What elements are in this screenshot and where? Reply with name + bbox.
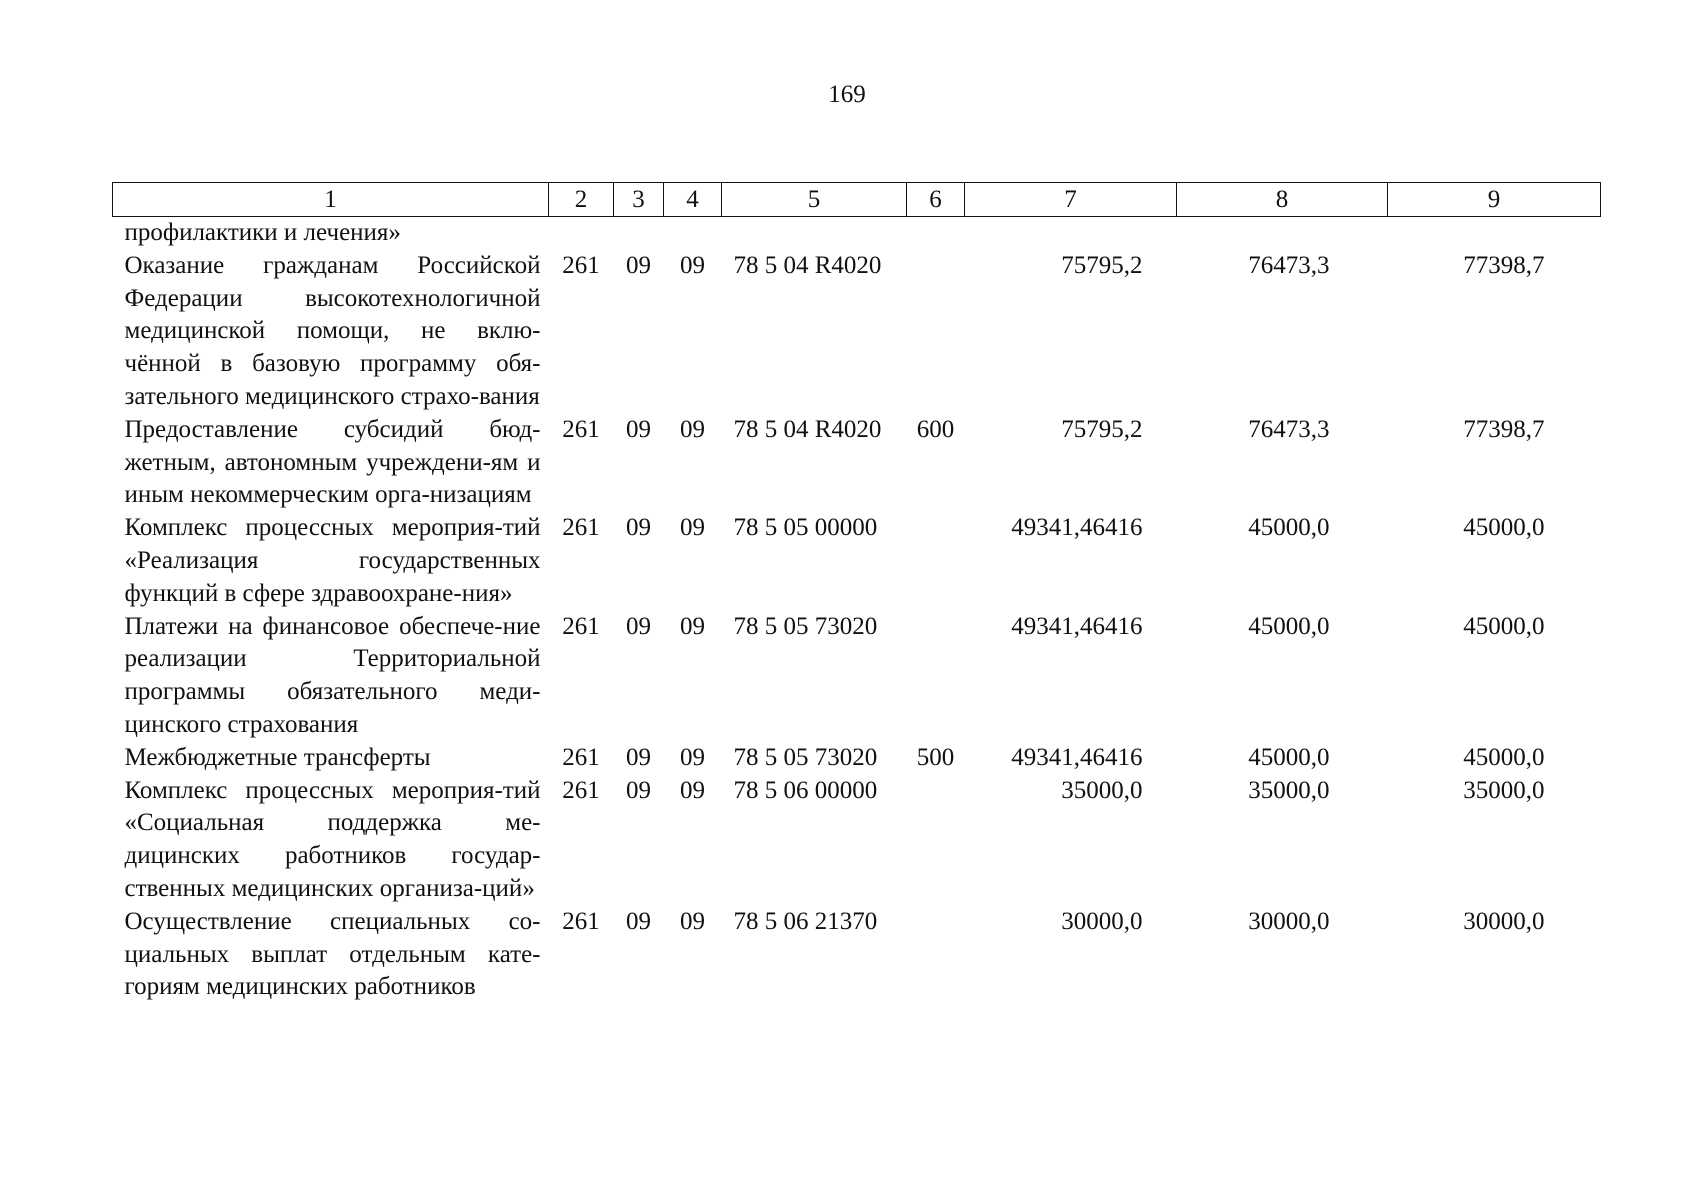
cell-col-3: 09 bbox=[626, 612, 651, 640]
cell-col-3: 09 bbox=[626, 415, 651, 443]
table-header bbox=[113, 183, 1601, 217]
row-name: Предоставление субсидий бюд-жетным, автономным учреждени-ям и иным некоммерческим орга-низациям bbox=[124, 415, 541, 509]
row-name: Осуществление специальных со-циальных выплат отдельным кате-гориям медицинских работников bbox=[124, 907, 541, 1001]
column-header-1: 1 bbox=[113, 183, 549, 217]
cell-col-8: 45000,0 bbox=[1248, 743, 1330, 771]
cell-col-8: 76473,3 bbox=[1248, 251, 1330, 279]
cell-col-9: 30000,0 bbox=[1463, 907, 1545, 935]
cell-col-8: 35000,0 bbox=[1248, 776, 1330, 804]
cell-col-5: 78 5 05 73020 bbox=[733, 612, 878, 640]
table-row bbox=[113, 906, 1601, 1004]
cell-col-5: 78 5 06 00000 bbox=[733, 776, 878, 804]
column-header-9: 9 bbox=[1388, 183, 1601, 217]
column-header-2: 2 bbox=[549, 183, 614, 217]
row-name: Оказание гражданам Российской Федерации высокотехнологичной медицинской помощи, не вклю-чённой в базовую программу обя-зательного медицинского страхо-вания bbox=[124, 251, 541, 410]
cell-col-7: 49341,46416 bbox=[1011, 514, 1143, 542]
row-name: Комплекс процессных мероприя-тий «Реализация государственных функций в сфере здравоохране-ния» bbox=[124, 514, 541, 607]
column-header-3: 3 bbox=[614, 183, 664, 217]
cell-col-8: 30000,0 bbox=[1248, 907, 1330, 935]
row-name: профилактики и лечения» bbox=[124, 219, 401, 246]
cell-col-2: 261 bbox=[562, 612, 600, 640]
cell-col-4: 09 bbox=[680, 415, 705, 443]
cell-col-4: 09 bbox=[680, 514, 705, 542]
table-row bbox=[113, 217, 1601, 250]
budget-table-container bbox=[112, 182, 1600, 1004]
cell-col-6 bbox=[907, 611, 965, 742]
cell-col-5: 78 5 05 00000 bbox=[733, 514, 878, 542]
cell-col-4: 09 bbox=[680, 743, 705, 771]
cell-col-2: 261 bbox=[562, 251, 600, 279]
cell-col-3 bbox=[614, 217, 664, 250]
cell-col-2: 261 bbox=[562, 514, 600, 542]
cell-col-8: 45000,0 bbox=[1248, 514, 1330, 542]
cell-col-7: 49341,46416 bbox=[1011, 743, 1143, 771]
cell-col-7: 30000,0 bbox=[1061, 907, 1143, 935]
cell-col-6 bbox=[907, 217, 965, 250]
cell-col-8: 45000,0 bbox=[1248, 612, 1330, 640]
cell-col-9 bbox=[1388, 217, 1601, 250]
cell-col-7: 75795,2 bbox=[1061, 251, 1143, 279]
cell-col-5: 78 5 06 21370 bbox=[733, 907, 878, 935]
cell-col-2: 261 bbox=[562, 776, 600, 804]
cell-col-6: 600 bbox=[916, 415, 955, 443]
cell-col-3: 09 bbox=[626, 251, 651, 279]
cell-col-6: 500 bbox=[916, 743, 955, 771]
column-header-5: 5 bbox=[722, 183, 907, 217]
column-header-6: 6 bbox=[907, 183, 965, 217]
column-header-4: 4 bbox=[664, 183, 722, 217]
cell-col-9: 35000,0 bbox=[1463, 776, 1545, 804]
cell-col-9: 77398,7 bbox=[1463, 415, 1545, 443]
cell-col-4 bbox=[664, 217, 722, 250]
cell-col-2 bbox=[549, 217, 614, 250]
cell-col-3: 09 bbox=[626, 743, 651, 771]
cell-col-3: 09 bbox=[626, 514, 651, 542]
cell-col-4: 09 bbox=[680, 776, 705, 804]
table-row bbox=[113, 775, 1601, 906]
cell-col-7: 75795,2 bbox=[1061, 415, 1143, 443]
cell-col-9: 77398,7 bbox=[1463, 251, 1545, 279]
row-name: Платежи на финансовое обеспече-ние реализации Территориальной программы обязательного меди-цинского страхования bbox=[124, 612, 541, 738]
cell-col-7 bbox=[965, 217, 1177, 250]
table-row bbox=[113, 414, 1601, 512]
cell-col-6 bbox=[907, 512, 965, 610]
cell-col-2: 261 bbox=[562, 907, 600, 935]
cell-col-3: 09 bbox=[626, 907, 651, 935]
cell-col-2: 261 bbox=[562, 743, 600, 771]
cell-col-5: 78 5 04 R4020 bbox=[733, 415, 882, 443]
cell-col-8 bbox=[1177, 217, 1388, 250]
row-name: Комплекс процессных мероприя-тий «Социальная поддержка ме-дицинских работников государ-ственных медицинских организа-ций» bbox=[124, 776, 541, 902]
table-row bbox=[113, 250, 1601, 414]
cell-col-7: 35000,0 bbox=[1061, 776, 1143, 804]
cell-col-5: 78 5 05 73020 bbox=[733, 743, 878, 771]
table-row bbox=[113, 611, 1601, 742]
cell-col-9: 45000,0 bbox=[1463, 514, 1545, 542]
cell-col-6 bbox=[907, 775, 965, 906]
table-row bbox=[113, 512, 1601, 610]
cell-col-5: 78 5 04 R4020 bbox=[733, 251, 882, 279]
cell-col-2: 261 bbox=[562, 415, 600, 443]
header-row bbox=[113, 183, 1601, 217]
column-header-7: 7 bbox=[965, 183, 1177, 217]
page-number: 169 bbox=[828, 81, 866, 108]
column-header-8: 8 bbox=[1177, 183, 1388, 217]
table-row bbox=[113, 742, 1601, 775]
cell-col-5 bbox=[722, 217, 907, 250]
row-name: Межбюджетные трансферты bbox=[124, 743, 431, 771]
cell-col-9: 45000,0 bbox=[1463, 743, 1545, 771]
cell-col-6 bbox=[907, 250, 965, 414]
cell-col-9: 45000,0 bbox=[1463, 612, 1545, 640]
table-body bbox=[113, 217, 1601, 1005]
cell-col-8: 76473,3 bbox=[1248, 415, 1330, 443]
budget-table bbox=[112, 182, 1601, 1004]
cell-col-4: 09 bbox=[680, 251, 705, 279]
cell-col-7: 49341,46416 bbox=[1011, 612, 1143, 640]
cell-col-4: 09 bbox=[680, 612, 705, 640]
cell-col-6 bbox=[907, 906, 965, 1004]
cell-col-4: 09 bbox=[680, 907, 705, 935]
cell-col-3: 09 bbox=[626, 776, 651, 804]
